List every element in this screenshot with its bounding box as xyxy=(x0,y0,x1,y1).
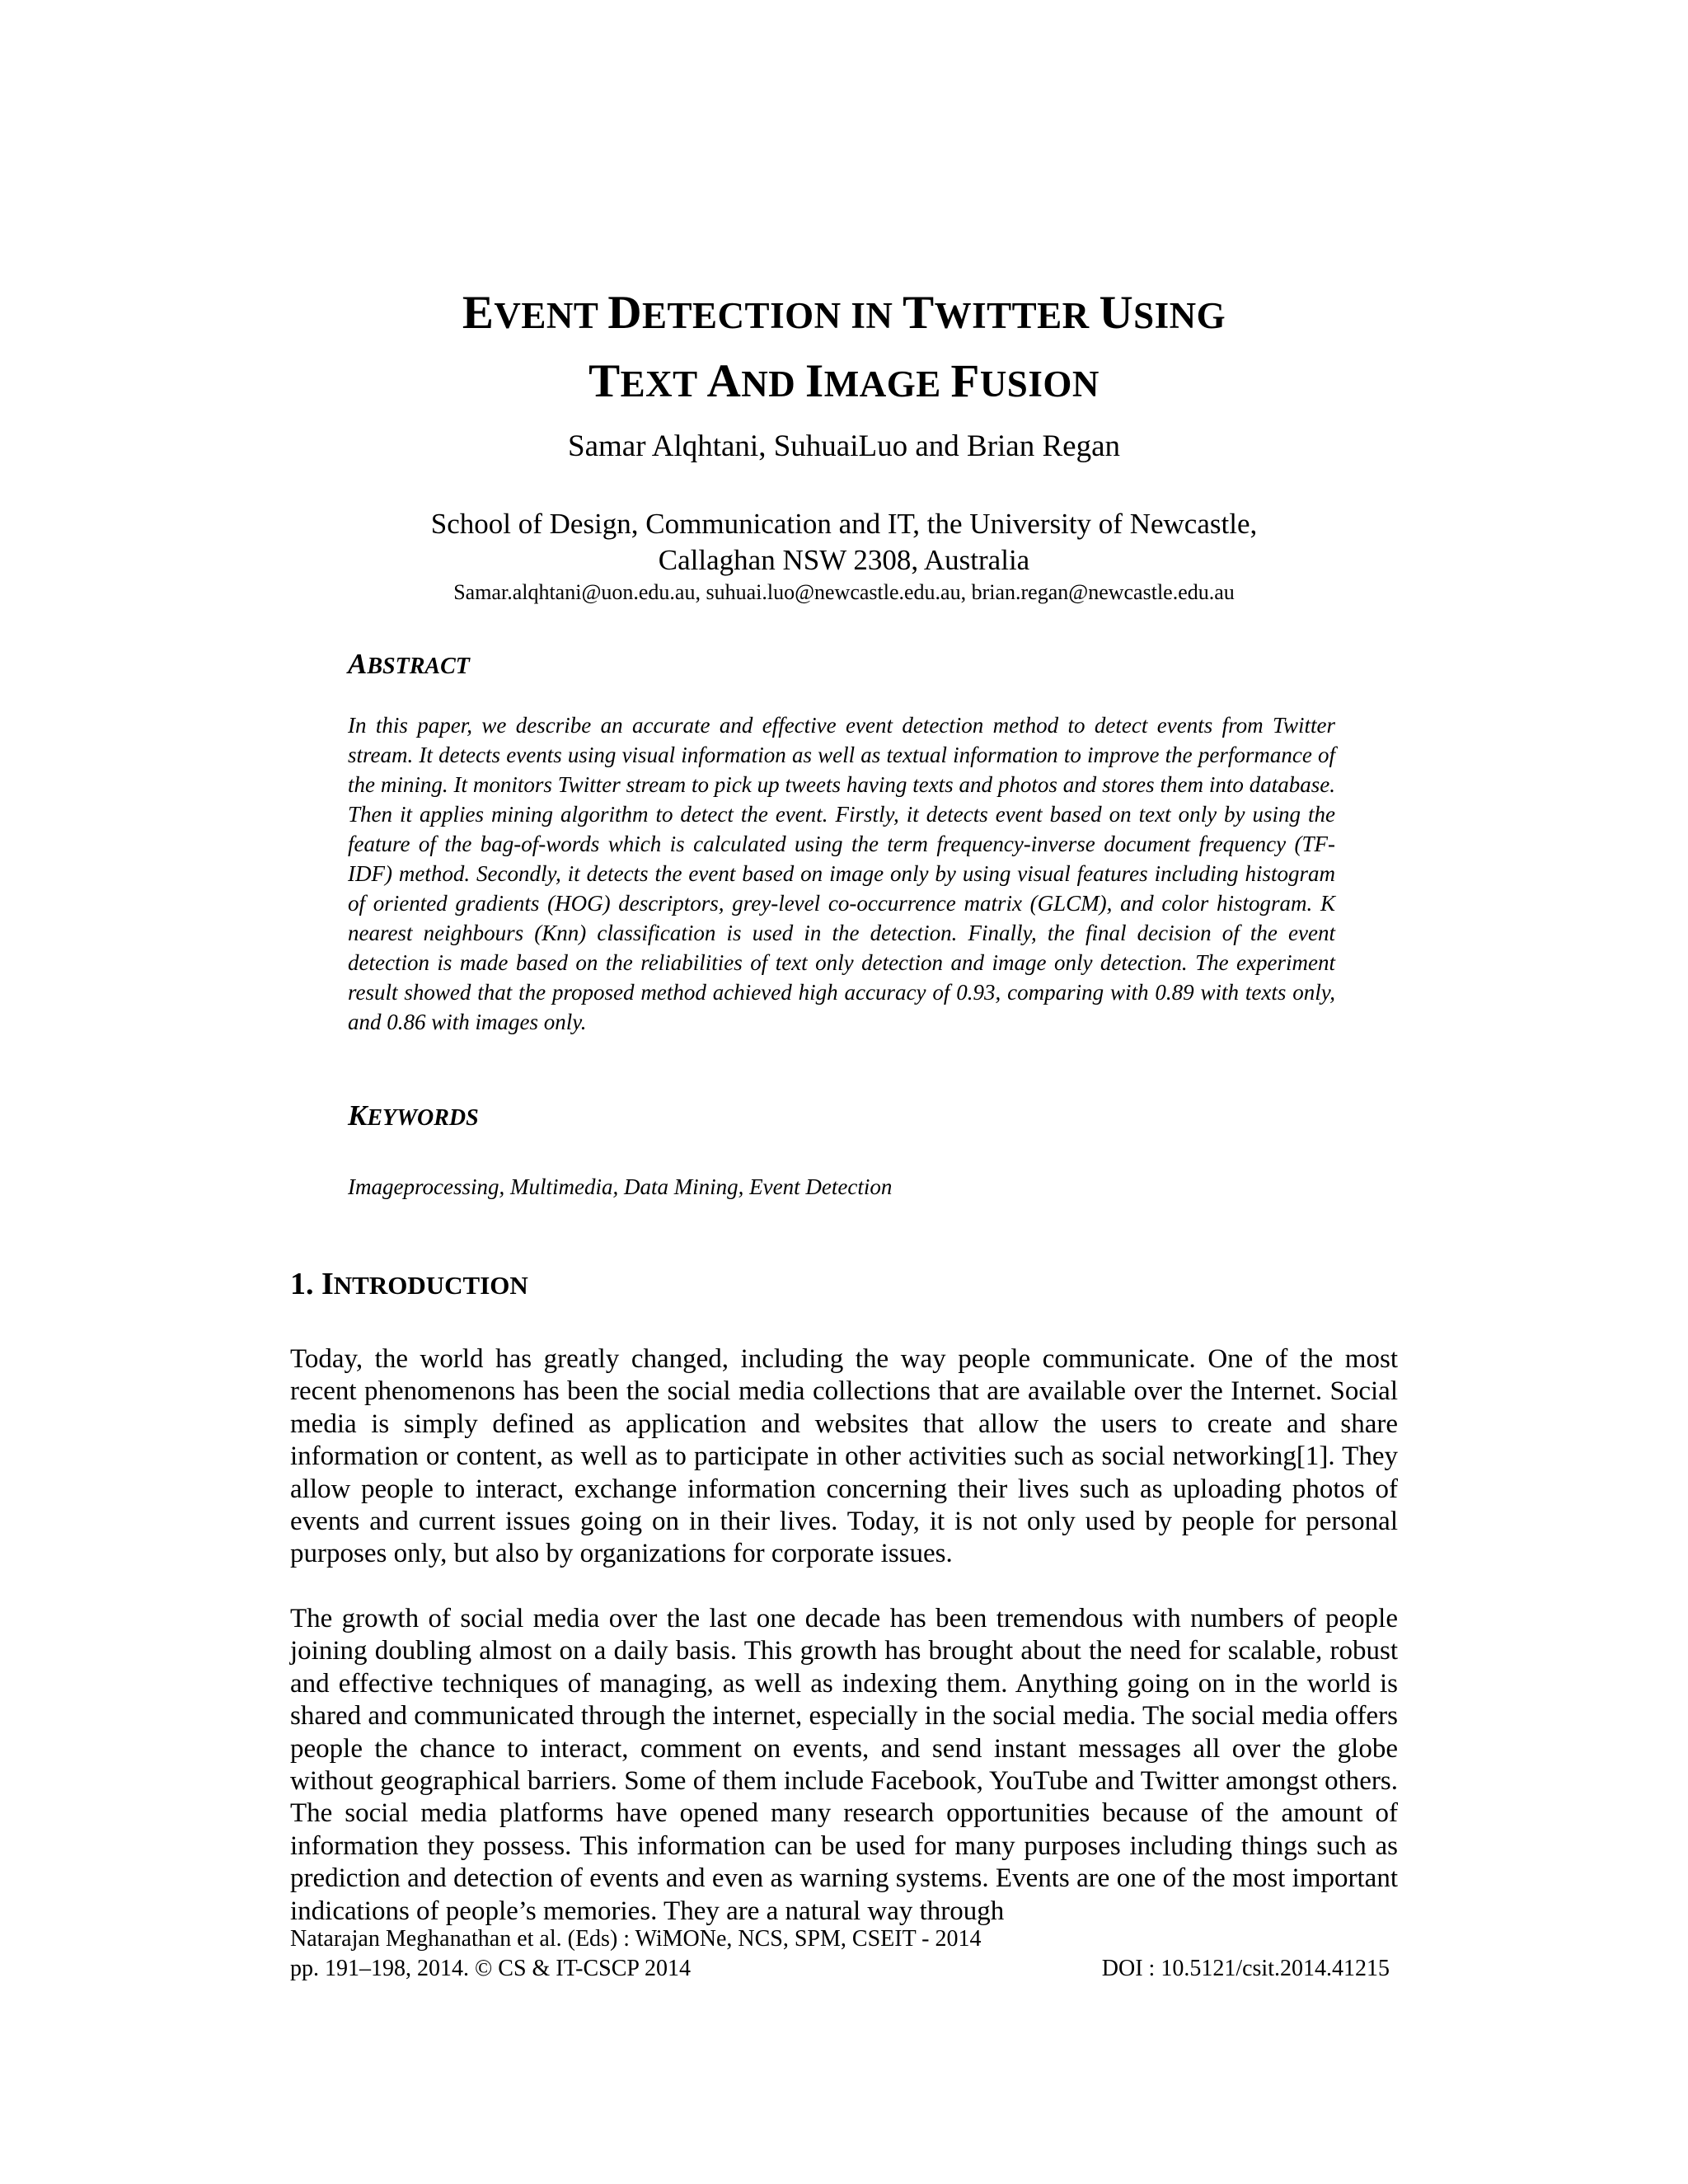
title-word-rest: ETECTION IN xyxy=(642,295,903,336)
title-word-rest: SING xyxy=(1133,295,1226,336)
footer-pages: pp. 191–198, 2014. © CS & IT-CSCP 2014 xyxy=(290,1956,691,1981)
abstract-heading-cap: A xyxy=(348,648,368,680)
introduction-paragraph-2: The growth of social media over the last one decade has been tremendous with numbers of people joining doubling almost on a daily basis. This growth has brought about the need for scalable, robust and effective techniques of managing, as well as indexing them. Anything going on in the world is shared and communicated through the internet, especially in the social media. The social media offers people the chance to interact, comment on events, and send instant messages all over the globe without geographical barriers. Some of them include Facebook, YouTube and Twitter amongst others. The social media platforms have opened many research opportunities because of the amount of information they possess. This information can be used for many purposes including things such as prediction and detection of events and even as warning systems. Events are one of the most important indications of people’s memories. They are a natural way through xyxy=(290,1604,1398,1926)
title-word-rest: USION xyxy=(979,363,1100,405)
title-word-cap: F xyxy=(950,355,980,407)
title-word-rest: EXT xyxy=(620,363,707,405)
footer-publication xyxy=(290,1955,1398,1983)
keywords-heading-cap: K xyxy=(348,1099,368,1132)
title-word-cap: E xyxy=(462,287,495,339)
title-word-cap: T xyxy=(588,355,621,407)
introduction-heading-rest: NTRODUCTION xyxy=(333,1271,528,1300)
section-number: 1. xyxy=(290,1267,321,1301)
keywords-text: Imageprocessing, Multimedia, Data Mining, Event Detection xyxy=(348,1174,893,1199)
abstract-heading xyxy=(348,648,470,687)
title-word-cap: A xyxy=(706,355,742,407)
affiliation xyxy=(290,506,1398,579)
title-line-1 xyxy=(290,280,1398,349)
title-word-cap: T xyxy=(903,287,935,339)
footer-editors: Natarajan Meghanathan et al. (Eds) : WiMONe, NCS, SPM, CSEIT - 2014 xyxy=(290,1926,982,1952)
footer-doi: DOI : 10.5121/csit.2014.41215 xyxy=(1101,1956,1390,1981)
title-word-cap: U xyxy=(1099,287,1134,339)
authors: Samar Alqhtani, SuhuaiLuo and Brian Regan xyxy=(568,429,1120,463)
paper-title xyxy=(290,280,1398,417)
affiliation-line-2: Callaghan NSW 2308, Australia xyxy=(658,544,1030,576)
title-word-cap: I xyxy=(805,355,824,407)
author-emails: Samar.alqhtani@uon.edu.au, suhuai.luo@newcastle.edu.au, brian.regan@newcastle.edu.au xyxy=(453,580,1235,604)
abstract-text: In this paper, we describe an accurate and effective event detection method to detect events from Twitter stream. It detects events using visual information as well as textual information to improve the performance of the mining. It monitors Twitter stream to pick up tweets having texts and photos and stores them into database. Then it applies mining algorithm to detect the event. Firstly, it detects event based on text only by using the feature of the bag-of-words which is calculated using the term frequency-inverse document frequency (TF-IDF) method. Secondly, it detects the event based on image only by using visual features including histogram of oriented gradients (HOG) descriptors, grey-level co-occurrence matrix (GLCM), and color histogram. K nearest neighbours (Knn) classification is used in the detection. Finally, the final decision of the event detection is made based on the reliabilities of text only detection and image only detection. The experiment result showed that the proposed method achieved high accuracy of 0.93, comparing with 0.89 with texts only, and 0.86 with images only. xyxy=(348,713,1335,1034)
title-word-rest: VENT xyxy=(494,295,608,336)
introduction-heading-cap: I xyxy=(321,1267,334,1301)
title-word-rest: MAGE xyxy=(823,363,951,405)
title-line-2 xyxy=(290,349,1398,417)
title-word-rest: WITTER xyxy=(934,295,1100,336)
title-word-cap: D xyxy=(607,287,643,339)
keywords-heading-rest: EYWORDS xyxy=(367,1105,479,1131)
affiliation-line-1: School of Design, Communication and IT, the University of Newcastle, xyxy=(430,508,1258,540)
title-word-rest: ND xyxy=(741,363,806,405)
introduction-paragraph-1: Today, the world has greatly changed, including the way people communicate. One of the most recent phenomenons has been the social media collections that are available over the Internet. Social media is simply defined as application and websites that allow the users to create and share information or content, as well as to participate in other activities such as social networking[1]. They allow people to interact, exchange information concerning their lives such as uploading photos of events and current issues going on in their lives. Today, it is not only used by people for personal purposes only, but also by organizations for corporate issues. xyxy=(290,1344,1398,1569)
keywords-heading xyxy=(348,1099,479,1138)
introduction-heading xyxy=(290,1266,528,1309)
abstract-heading-rest: BSTRACT xyxy=(367,654,470,679)
